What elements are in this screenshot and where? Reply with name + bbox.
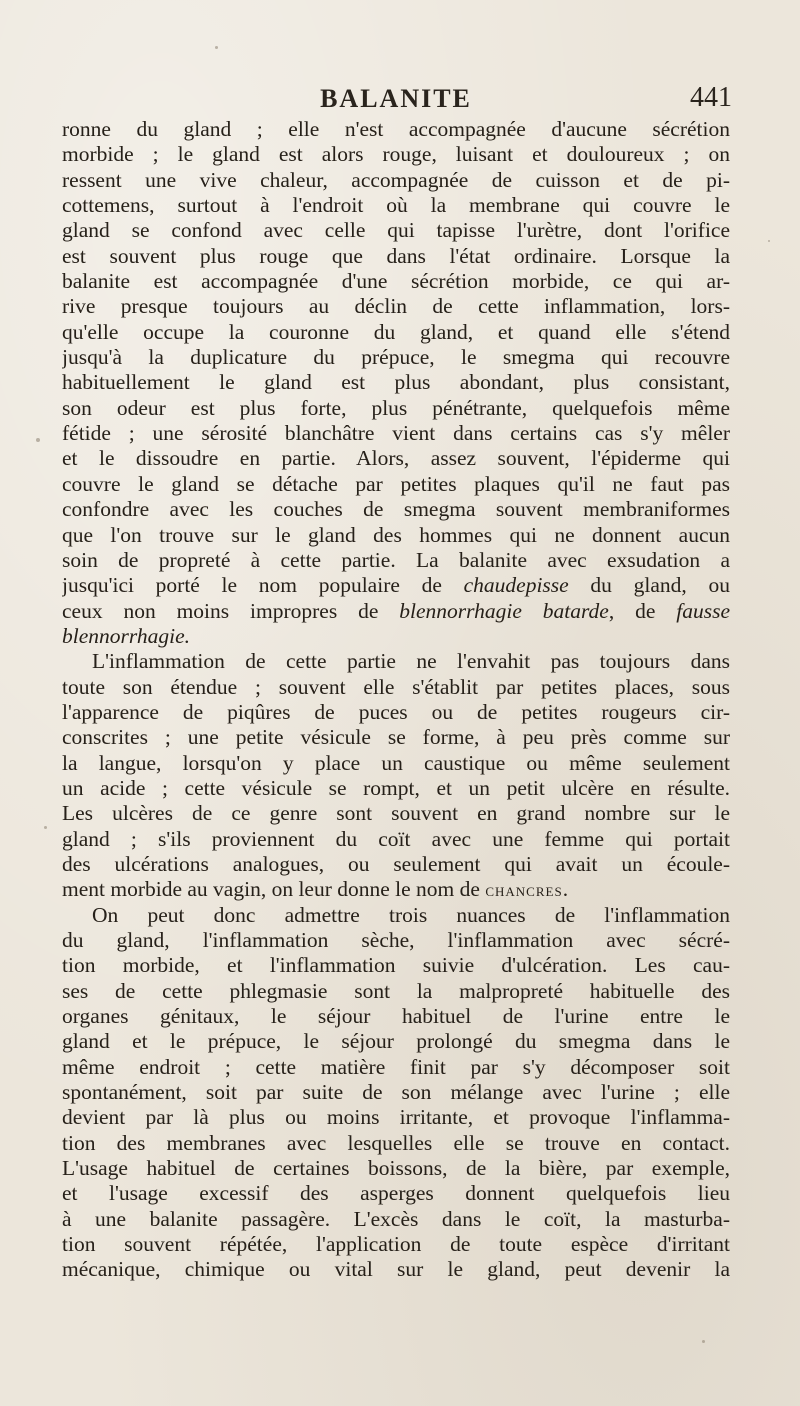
text-line-italic (62, 624, 730, 649)
text-fragment: du gland, ou (568, 573, 730, 598)
text-line: gland et le prépuce, le séjour prolongé du smegma dans le (62, 1029, 730, 1054)
text-line: confondre avec les couches de smegma souvent membraniformes (62, 497, 730, 522)
text-line: organes génitaux, le séjour habituel de l'urine entre le (62, 1004, 730, 1029)
text-line: On peut donc admettre trois nuances de l'inflammation (92, 902, 730, 927)
text-line: habituellement le gland est plus abondant, plus consistant, (62, 370, 730, 395)
paper-speck (702, 1340, 705, 1343)
text-line: Les ulcères de ce genre sont souvent en grand nombre sur le (62, 801, 730, 826)
italic-term: chaudepisse (463, 573, 569, 598)
text-line: rive presque toujours au déclin de cette inflammation, lors- (62, 294, 730, 319)
text-line: des ulcérations analogues, ou seulement qui avait un écoule- (62, 851, 730, 876)
text-line: même endroit ; cette matière finit par s'y décomposer soit (62, 1054, 730, 1079)
text-line: gland se confond avec celle qui tapisse l'urètre, dont l'orifice (62, 218, 730, 243)
text-line: ses de cette phlegmasie sont la malpropreté habituelle des (62, 978, 730, 1003)
text-line: que l'on trouve sur le gland des hommes qui ne donnent aucun (62, 522, 730, 547)
text-line: à une balanite passagère. L'excès dans le coït, la masturba- (62, 1206, 730, 1231)
text-line: tion souvent répétée, l'application de toute espèce d'irritant (62, 1232, 730, 1257)
running-title: BALANITE (320, 84, 472, 113)
text-line: tion des membranes avec lesquelles elle se trouve en contact. (62, 1130, 730, 1155)
italic-term: fausse (676, 598, 730, 623)
text-line: mécanique, chimique ou vital sur le gland, peut devenir la (62, 1257, 730, 1282)
text-line: son odeur est plus forte, plus pénétrante, quelquefois même (62, 395, 730, 420)
text-line (62, 877, 730, 902)
running-head (62, 80, 730, 116)
text-fragment: . (562, 877, 569, 902)
text-line: spontanément, soit par suite de son mélange avec l'urine ; elle (62, 1080, 730, 1105)
text-line: tion morbide, et l'inflammation suivie d'ulcération. Les cau- (62, 953, 730, 978)
text-line: toute son étendue ; souvent elle s'établit par petites places, sous (62, 674, 730, 699)
text-line: L'usage habituel de certaines boissons, de la bière, par exemple, (62, 1156, 730, 1181)
paper-speck (768, 240, 770, 242)
text-line-italic (62, 599, 730, 624)
paper-speck (44, 826, 47, 829)
text-line: l'apparence de piqûres de puces ou de petites rougeurs cir- (62, 699, 730, 724)
paper-speck (215, 46, 218, 49)
text-line: et l'usage excessif des asperges donnent quelquefois lieu (62, 1181, 730, 1206)
text-line: est souvent plus rouge que dans l'état ordinaire. Lorsque la (62, 243, 730, 268)
text-body (62, 117, 730, 1283)
text-fragment: , de (608, 598, 677, 623)
text-line: soin de propreté à cette partie. La balanite avec exsudation a (62, 547, 730, 572)
text-line: fétide ; une sérosité blanchâtre vient dans certains cas s'y mêler (62, 421, 730, 446)
text-line: du gland, l'inflammation sèche, l'inflammation avec sécré- (62, 928, 730, 952)
text-line: ronne du gland ; elle n'est accompagnée d'aucune sécrétion (62, 117, 730, 141)
text-line: balanite est accompagnée d'une sécrétion morbide, ce qui ar- (62, 269, 730, 294)
text-line: cottemens, surtout à l'endroit où la membrane qui couvre le (62, 193, 730, 218)
text-line: conscrites ; une petite vésicule se forme, à peu près comme sur (62, 725, 730, 750)
text-line: devient par là plus ou moins irritante, et provoque l'inflamma- (62, 1105, 730, 1130)
text-line: jusqu'à la duplicature du prépuce, le smegma qui recouvre (62, 345, 730, 370)
text-line: L'inflammation de cette partie ne l'envahit pas toujours dans (92, 649, 730, 674)
text-line: et le dissoudre en partie. Alors, assez souvent, l'épiderme qui (62, 446, 730, 471)
text-line: gland ; s'ils proviennent du coït avec une femme qui portait (62, 826, 730, 851)
italic-term: blennorrhagie batarde (399, 598, 609, 623)
text-line-italic: jusqu'ici porté le nom populaire de chaudepisse du gland, ou (62, 573, 730, 598)
text-line: couvre le gland se détache par petites plaques qu'il ne faut pas (62, 471, 730, 496)
text-line: un acide ; cette vésicule se rompt, et un petit ulcère en résulte. (62, 775, 730, 800)
text-line: morbide ; le gland est alors rouge, luisant et douloureux ; on (62, 142, 730, 167)
paper-speck (36, 438, 40, 442)
text-fragment: ment morbide au vagin, on leur donne le nom de (62, 877, 480, 902)
text-line: ressent une vive chaleur, accompagnée de cuisson et de pi- (62, 167, 730, 192)
page-number: 441 (690, 82, 732, 113)
text-fragment: ceux non moins impropres de (62, 598, 400, 623)
text-line: la langue, lorsqu'on y place un caustique ou même seulement (62, 750, 730, 775)
smallcaps-term: chancres (485, 880, 563, 901)
text-line: qu'elle occupe la couronne du gland, et quand elle s'étend (62, 319, 730, 344)
italic-term: blennorrhagie. (62, 623, 191, 648)
